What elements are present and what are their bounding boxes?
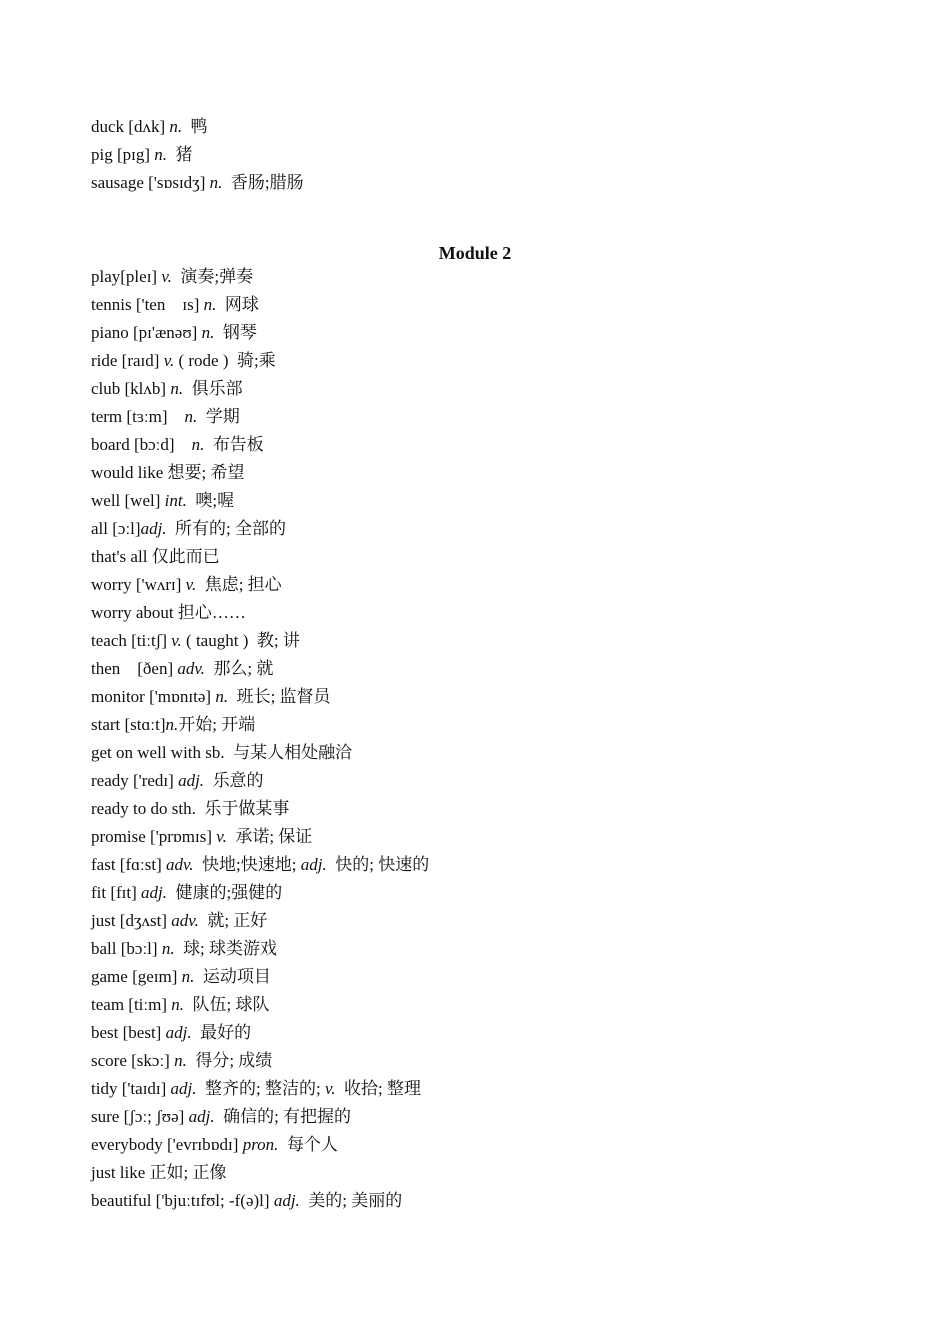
- headword: get on well with sb. 与某人相处融洽: [91, 743, 353, 762]
- vocab-entry: [91, 935, 891, 963]
- definition: 焦虑; 担心: [196, 575, 282, 594]
- part-of-speech: n.: [203, 295, 217, 314]
- vocab-entry: [91, 403, 891, 431]
- definition: 得分; 成绩: [186, 1051, 273, 1070]
- vocab-entry: [91, 291, 891, 319]
- headword: term [tɜːm]: [91, 407, 185, 426]
- definition: 乐意的: [204, 771, 264, 790]
- definition: 开始; 开端: [178, 715, 256, 734]
- headword: board [bɔːd]: [91, 435, 192, 454]
- headword: then [ðen]: [91, 659, 178, 678]
- definition: 确信的; 有把握的: [214, 1107, 352, 1126]
- part-of-speech: int.: [164, 491, 187, 510]
- vocab-entry: [91, 375, 891, 403]
- vocab-entry: [91, 963, 891, 991]
- headword: well [wel]: [91, 491, 165, 510]
- headword: would like 想要; 希望: [91, 463, 245, 482]
- vocab-entry: [91, 1187, 891, 1215]
- headword: ready to do sth. 乐于做某事: [91, 799, 290, 818]
- vocab-entry: [91, 683, 891, 711]
- vocab-list-top: [91, 113, 891, 197]
- vocab-entry: [91, 1075, 891, 1103]
- vocab-entry: [91, 319, 891, 347]
- definition: 布告板: [204, 435, 264, 454]
- definition: 快的; 快速的: [326, 855, 430, 874]
- definition: 最好的: [191, 1023, 252, 1042]
- headword: that's all 仅此而已: [91, 547, 220, 566]
- part-of-speech: n.: [174, 1051, 187, 1070]
- definition: 噢;喔: [186, 491, 235, 510]
- definition: 承诺; 保证: [226, 827, 313, 846]
- headword: play[pleɪ]: [91, 267, 162, 286]
- definition: 猪: [167, 145, 193, 164]
- vocab-entry: [91, 823, 891, 851]
- headword: promise ['prɒmɪs]: [91, 827, 217, 846]
- vocab-entry: [91, 655, 891, 683]
- vocab-entry: [91, 599, 891, 627]
- part-of-speech: v.: [171, 631, 182, 650]
- part-of-speech: adj.: [300, 855, 327, 874]
- vocab-entry: [91, 263, 891, 291]
- vocab-entry: [91, 141, 891, 169]
- vocab-entry: [91, 1047, 891, 1075]
- part-of-speech: n.: [201, 323, 215, 342]
- part-of-speech: adv.: [165, 855, 194, 874]
- part-of-speech: pron.: [242, 1135, 279, 1154]
- headword: tidy ['taɪdɪ]: [91, 1079, 171, 1098]
- vocab-entry: [91, 459, 891, 487]
- headword: beautiful ['bjuːtɪfʊl; -f(ə)l]: [91, 1191, 274, 1210]
- definition: 演奏;弹奏: [171, 267, 254, 286]
- part-of-speech: adj.: [188, 1107, 215, 1126]
- definition: 钢琴: [214, 323, 257, 342]
- vocab-entry: [91, 1019, 891, 1047]
- definition: 整齐的; 整洁的;: [196, 1079, 325, 1098]
- definition: 运动项目: [194, 967, 271, 986]
- definition: 鸭: [182, 117, 208, 136]
- vocab-entry: [91, 851, 891, 879]
- definition: 俱乐部: [183, 379, 243, 398]
- vocab-entry: [91, 1159, 891, 1187]
- headword: monitor ['mɒnɪtə]: [91, 687, 216, 706]
- headword: just like 正如; 正像: [91, 1163, 227, 1182]
- part-of-speech: adv.: [177, 659, 205, 678]
- headword: start [stɑːt]: [91, 715, 166, 734]
- part-of-speech: v.: [216, 827, 227, 846]
- vocab-entry: [91, 515, 891, 543]
- part-of-speech: adv.: [171, 911, 199, 930]
- module-title: Module 2: [438, 243, 512, 263]
- part-of-speech: adj.: [165, 1023, 192, 1042]
- definition: 收拾; 整理: [335, 1079, 422, 1098]
- definition: 队伍; 球队: [184, 995, 270, 1014]
- headword: score [skɔː]: [91, 1051, 175, 1070]
- vocab-entry: [91, 169, 891, 197]
- headword: club [klʌb]: [91, 379, 171, 398]
- part-of-speech: adj.: [140, 519, 167, 538]
- part-of-speech: v.: [163, 351, 175, 370]
- headword: sausage ['sɒsɪdʒ]: [91, 173, 210, 192]
- definition: 网球: [216, 295, 259, 314]
- headword: piano [pɪ'ænəʊ]: [91, 323, 202, 342]
- vocab-entry: [91, 767, 891, 795]
- headword: fast [fɑːst]: [91, 855, 166, 874]
- vocab-entry: [91, 347, 891, 375]
- headword: fit [fɪt]: [91, 883, 142, 902]
- headword: duck [dʌk]: [91, 117, 170, 136]
- part-of-speech: n.: [154, 145, 168, 164]
- part-of-speech: v.: [161, 267, 172, 286]
- headword: ready ['redɪ]: [91, 771, 179, 790]
- part-of-speech: adj.: [170, 1079, 197, 1098]
- part-of-speech: n.: [215, 687, 229, 706]
- vocab-entry: [91, 879, 891, 907]
- definition: 快地;快速地;: [193, 855, 301, 874]
- part-of-speech: n.: [184, 407, 198, 426]
- vocab-list-module-2: [91, 263, 891, 1215]
- vocab-entry: [91, 907, 891, 935]
- definition: 球; 球类游戏: [174, 939, 278, 958]
- definition: 香肠;腊肠: [222, 173, 304, 192]
- vocab-entry: [91, 991, 891, 1019]
- part-of-speech: n.: [165, 715, 179, 734]
- part-of-speech: v.: [185, 575, 197, 594]
- vocab-entry: [91, 627, 891, 655]
- part-of-speech: n.: [191, 435, 205, 454]
- headword: ball [bɔːl]: [91, 939, 162, 958]
- part-of-speech: n.: [169, 117, 183, 136]
- headword: team [tiːm]: [91, 995, 172, 1014]
- headword: best [best]: [91, 1023, 166, 1042]
- definition: 美的; 美丽的: [299, 1191, 403, 1210]
- part-of-speech: adj.: [141, 883, 168, 902]
- definition: 健康的;强健的: [167, 883, 283, 902]
- vocab-entry: [91, 543, 891, 571]
- definition: 那么; 就: [204, 659, 274, 678]
- part-of-speech: adj.: [178, 771, 205, 790]
- vocab-entry: [91, 571, 891, 599]
- part-of-speech: n.: [161, 939, 175, 958]
- definition: 学期: [197, 407, 240, 426]
- definition: 所有的; 全部的: [166, 519, 287, 538]
- vocab-entry: [91, 1131, 891, 1159]
- headword: worry about 担心……: [91, 603, 246, 622]
- headword: teach [tiːtʃ]: [91, 631, 172, 650]
- definition: 就; 正好: [198, 911, 268, 930]
- part-of-speech: v.: [324, 1079, 336, 1098]
- vocab-entry: [91, 113, 891, 141]
- part-of-speech: adj.: [273, 1191, 300, 1210]
- vocab-entry: [91, 795, 891, 823]
- headword: just [dʒʌst]: [91, 911, 172, 930]
- part-of-speech: n.: [181, 967, 195, 986]
- headword: pig [pɪg]: [91, 145, 155, 164]
- vocab-entry: [91, 739, 891, 767]
- vocab-entry: [91, 487, 891, 515]
- definition: ( taught ) 教; 讲: [181, 631, 300, 650]
- headword: game [geɪm]: [91, 967, 182, 986]
- part-of-speech: n.: [171, 995, 185, 1014]
- headword: all [ɔːl]: [91, 519, 141, 538]
- definition: 每个人: [278, 1135, 338, 1154]
- part-of-speech: n.: [209, 173, 223, 192]
- headword: ride [raɪd]: [91, 351, 164, 370]
- vocab-entry: [91, 431, 891, 459]
- headword: sure [ʃɔː; ʃʊə]: [91, 1107, 189, 1126]
- vocab-entry: [91, 711, 891, 739]
- headword: everybody ['evrɪbɒdɪ]: [91, 1135, 243, 1154]
- vocab-entry: [91, 1103, 891, 1131]
- headword: worry ['wʌrɪ]: [91, 575, 186, 594]
- headword: tennis ['ten ɪs]: [91, 295, 204, 314]
- part-of-speech: n.: [170, 379, 184, 398]
- definition: ( rode ) 骑;乘: [174, 351, 276, 370]
- definition: 班长; 监督员: [228, 687, 331, 706]
